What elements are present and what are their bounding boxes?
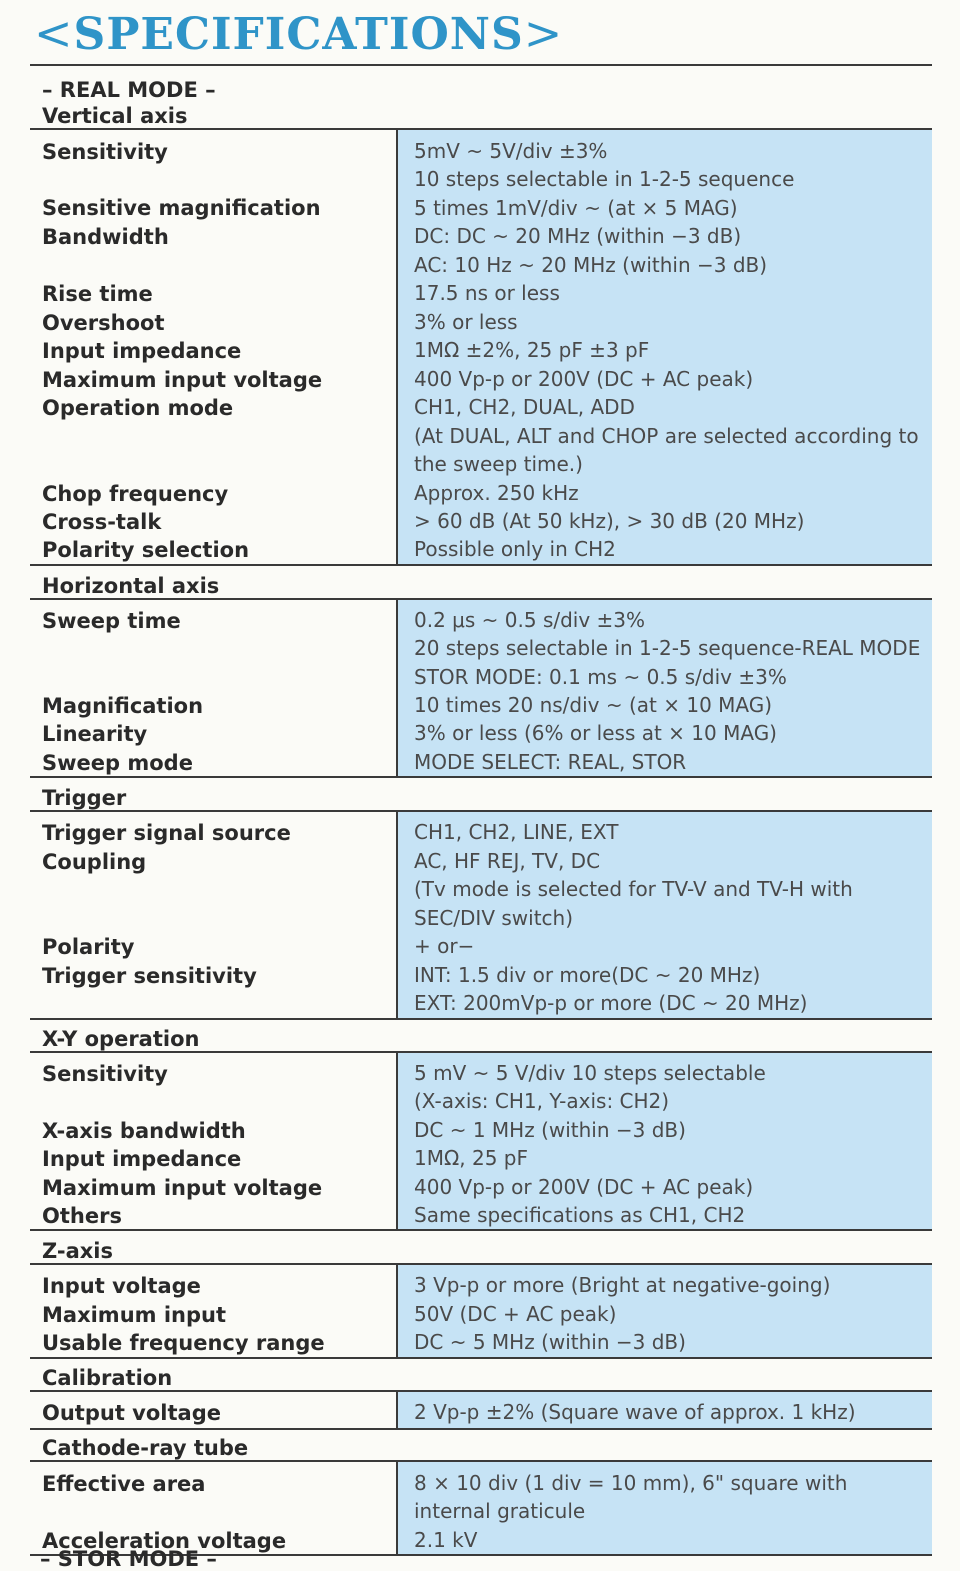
spec-block-calibration: [30, 1392, 932, 1428]
spec-value: 5mV ~ 5V/div ±3%: [414, 139, 608, 163]
spec-block-horizontal: [30, 600, 932, 776]
spec-label: Polarity selection: [42, 538, 250, 562]
section-heading-trigger: Trigger: [42, 786, 127, 810]
section-heading-vertical: Vertical axis: [42, 104, 188, 128]
spec-value: Same specifications as CH1, CH2: [414, 1203, 746, 1227]
spec-label: Operation mode: [42, 396, 234, 420]
spec-label: Sensitivity: [42, 140, 168, 164]
spec-value: 2 Vp-p ±2% (Square wave of approx. 1 kHz): [414, 1400, 856, 1424]
label-column: [30, 1053, 366, 1229]
label-column: [30, 812, 366, 1018]
spec-label: Polarity: [42, 935, 135, 959]
spec-value: SEC/DIV switch): [414, 906, 574, 930]
spec-label: X-axis bandwidth: [42, 1119, 246, 1143]
spec-value: 17.5 ns or less: [414, 281, 560, 305]
spec-value: CH1, CH2, DUAL, ADD: [414, 395, 635, 419]
spec-value: DC: DC ~ 20 MHz (within −3 dB): [414, 224, 742, 248]
spec-label: Input impedance: [42, 1147, 242, 1171]
section-heading-xy: X-Y operation: [42, 1027, 200, 1051]
divider: [30, 564, 932, 566]
spec-label: Input impedance: [42, 339, 242, 363]
spec-label: Effective area: [42, 1472, 206, 1496]
spec-value: internal graticule: [414, 1499, 586, 1523]
spec-block-xy: [30, 1053, 932, 1229]
spec-value: 3% or less (6% or less at × 10 MAG): [414, 721, 777, 745]
spec-label: Sweep mode: [42, 751, 193, 775]
next-section-heading-partial: [40, 1547, 220, 1571]
divider: [30, 1357, 932, 1359]
spec-label: Trigger sensitivity: [42, 964, 257, 988]
spec-label: Sensitivity: [42, 1062, 168, 1086]
spec-value: 0.2 μs ~ 0.5 s/div ±3%: [414, 608, 646, 632]
spec-value: 5 mV ~ 5 V/div 10 steps selectable: [414, 1061, 766, 1085]
spec-value: CH1, CH2, LINE, EXT: [414, 820, 619, 844]
spec-label: Magnification: [42, 694, 204, 718]
spec-value: Possible only in CH2: [414, 537, 616, 561]
spec-value: 1MΩ, 25 pF: [414, 1146, 528, 1170]
spec-label: Sweep time: [42, 609, 181, 633]
value-column: [396, 600, 932, 776]
spec-value: INT: 1.5 div or more(DC ~ 20 MHz): [414, 963, 761, 987]
spec-value: (X-axis: CH1, Y-axis: CH2): [414, 1089, 670, 1113]
spec-block-trigger: [30, 812, 932, 1018]
spec-value: 2.1 kV: [414, 1528, 478, 1552]
spec-label: Cross-talk: [42, 510, 162, 534]
spec-value: (Tv mode is selected for TV-V and TV-H with: [414, 877, 853, 901]
spec-label: Maximum input voltage: [42, 368, 323, 392]
stor-mode-heading: – STOR MODE –: [40, 1547, 217, 1571]
value-column: [396, 1462, 932, 1554]
divider: [30, 776, 932, 778]
spec-label: Maximum input voltage: [42, 1176, 323, 1200]
spec-value: 400 Vp-p or 200V (DC + AC peak): [414, 367, 754, 391]
label-column: [30, 1462, 366, 1554]
divider: [30, 1428, 932, 1430]
spec-value: MODE SELECT: REAL, STOR: [414, 750, 687, 774]
spec-value: DC ~ 1 MHz (within −3 dB): [414, 1118, 686, 1142]
label-column: [30, 600, 366, 776]
spec-value: 5 times 1mV/div ~ (at × 5 MAG): [414, 196, 738, 220]
spec-block-z: [30, 1265, 932, 1357]
spec-value: > 60 dB (At 50 kHz), > 30 dB (20 MHz): [414, 509, 805, 533]
spec-value: DC ~ 5 MHz (within −3 dB): [414, 1330, 686, 1354]
spec-label: Bandwidth: [42, 225, 169, 249]
value-column: [396, 1392, 932, 1428]
spec-label: Overshoot: [42, 311, 165, 335]
spec-value: 10 steps selectable in 1-2-5 sequence: [414, 167, 795, 191]
page-title: <SPECIFICATIONS>: [34, 6, 564, 60]
spec-block-vertical: [30, 130, 932, 564]
spec-value: (At DUAL, ALT and CHOP are selected according to: [414, 424, 919, 448]
spec-label: Coupling: [42, 850, 147, 874]
section-heading-horizontal: Horizontal axis: [42, 574, 220, 598]
mode-heading: – REAL MODE –: [42, 78, 216, 102]
spec-label: Maximum input: [42, 1303, 227, 1327]
spec-value: 1MΩ ±2%, 25 pF ±3 pF: [414, 338, 650, 362]
value-column: [396, 1265, 932, 1357]
spec-value: STOR MODE: 0.1 ms ~ 0.5 s/div ±3%: [414, 665, 787, 689]
spec-value: AC: 10 Hz ~ 20 MHz (within −3 dB): [414, 253, 768, 277]
spec-block-crt: [30, 1462, 932, 1554]
section-heading-z: Z-axis: [42, 1239, 113, 1263]
label-column: [30, 130, 366, 564]
spec-value: 10 times 20 ns/div ~ (at × 10 MAG): [414, 693, 773, 717]
spec-label: Linearity: [42, 722, 148, 746]
label-column: [30, 1265, 366, 1357]
spec-label: Sensitive magnification: [42, 196, 321, 220]
spec-label: Chop frequency: [42, 482, 229, 506]
spec-value: EXT: 200mVp-p or more (DC ~ 20 MHz): [414, 991, 808, 1015]
value-column: [396, 812, 932, 1018]
spec-value: the sweep time.): [414, 452, 583, 476]
spec-value: 3 Vp-p or more (Bright at negative-going): [414, 1273, 831, 1297]
spec-value: 50V (DC + AC peak): [414, 1302, 617, 1326]
divider: [30, 1018, 932, 1020]
value-column: [396, 130, 932, 564]
spec-label: Acceleration voltage: [42, 1529, 287, 1553]
spec-label: Input voltage: [42, 1274, 201, 1298]
spec-value: + or−: [414, 934, 475, 958]
spec-value: AC, HF REJ, TV, DC: [414, 849, 601, 873]
label-column: [30, 1392, 366, 1428]
spec-label: Output voltage: [42, 1401, 221, 1425]
divider: [30, 1229, 932, 1231]
spec-label: Usable frequency range: [42, 1331, 325, 1355]
spec-label: Others: [42, 1204, 122, 1228]
spec-value: 3% or less: [414, 310, 518, 334]
title-rule: [30, 64, 932, 66]
section-heading-crt: Cathode-ray tube: [42, 1436, 249, 1460]
spec-value: 400 Vp-p or 200V (DC + AC peak): [414, 1175, 754, 1199]
section-heading-calibration: Calibration: [42, 1366, 173, 1390]
spec-value: Approx. 250 kHz: [414, 481, 579, 505]
spec-label: Rise time: [42, 282, 153, 306]
value-column: [396, 1053, 932, 1229]
spec-label: Trigger signal source: [42, 821, 291, 845]
spec-value: 8 × 10 div (1 div = 10 mm), 6" square with: [414, 1471, 848, 1495]
spec-value: 20 steps selectable in 1-2-5 sequence-REAL MODE: [414, 636, 921, 660]
